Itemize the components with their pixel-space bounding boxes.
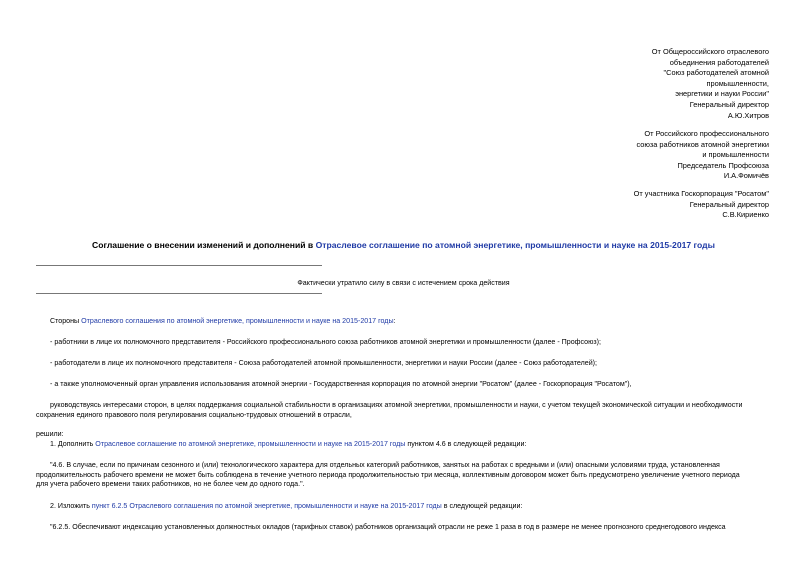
quote-line: "6.2.5. Обеспечивают индексацию установленных должностных окладов (тарифных ставок) работников организаций отрасли не реже 1 раза в год в размере не менее прогнозного среднегодового индекса <box>50 523 726 531</box>
item-1-suffix: пунктом 4.6 в следующей редакции: <box>405 440 527 448</box>
signatory-line: и промышленности <box>702 150 769 160</box>
signatory-line: От Общероссийского отраслевого <box>651 47 769 56</box>
parties-agreement-link[interactable]: Отраслевого соглашения по атомной энергетике, промышленности и науке на 2015-2017 годы <box>81 317 394 325</box>
guided-line: руководствуясь интересами сторон, в целях поддержания социальной стабильности в организациях атомной энергетики, промышленности и науки, с учетом текущей экономической ситуации и необходимости <box>50 401 743 409</box>
divider-bottom <box>36 293 322 294</box>
decided-label <box>36 430 769 440</box>
document-title <box>0 240 807 250</box>
signatory-line: А.Ю.Хитров <box>727 110 769 120</box>
quote-line: продолжительность рабочего времени не может быть соблюдена в течение учетного периода продолжительностью три месяца, коллективным договором может быть предусмотрено увеличение учетного периода <box>36 470 740 479</box>
item-2-suffix: в следующей редакции: <box>441 502 523 510</box>
signatory-line: От Российского профессионального <box>644 129 769 138</box>
party-employers <box>50 359 769 369</box>
signatory-line: промышленности, <box>706 78 769 88</box>
guided-line: сохранения единого правового поля регулирования социально-трудовых отношений в отрасли, <box>36 410 352 419</box>
signatory-line: Председатель Профсоюза <box>677 160 769 170</box>
quote-line: "4.6. В случае, если по причинам сезонного и (или) технологического характера для отдельных категорий работников, занятых на работах с вредными и (или) опасными условиями труда, установленная <box>50 461 720 469</box>
signatory-rosatom <box>634 189 769 221</box>
signatory-line: объединения работодателей <box>669 57 769 67</box>
signatory-line: Генеральный директор <box>689 199 769 209</box>
party-item-text: - работодатели в лице их полномочного представителя - Союза работодателей атомной промышленности, энергетики и науки России (далее - Союз работодателей); <box>50 359 597 367</box>
divider-top <box>36 265 322 266</box>
title-prefix: Соглашение о внесении изменений и дополнений в <box>92 240 316 250</box>
signatory-line: С.В.Кириенко <box>722 210 769 220</box>
status-note: Фактически утратило силу в связи с истечением срока действия <box>297 279 510 287</box>
signatory-employers <box>652 47 769 121</box>
parties-paragraph <box>50 317 769 327</box>
parties-suffix: : <box>393 317 396 325</box>
item-2-paragraph <box>50 502 769 512</box>
signatory-line: "Союз работодателей атомной <box>663 68 769 78</box>
signatory-line: Генеральный директор <box>689 99 769 109</box>
signatory-line: От участника Госкорпорация "Росатом" <box>633 189 769 198</box>
quote-4-6 <box>36 461 769 490</box>
item-2-prefix: 2. Изложить <box>50 502 92 510</box>
signatory-line: И.А.Фомичёв <box>723 171 769 181</box>
party-employees <box>50 338 769 348</box>
quote-line: для учета рабочего времени таких работников, но не более чем до одного года.". <box>36 480 305 489</box>
decided-text: решили: <box>36 430 64 438</box>
guided-paragraph <box>36 401 769 420</box>
signatory-line: союза работников атомной энергетики <box>636 139 769 149</box>
party-item-text: - работники в лице их полномочного представителя - Российского профессионального союза работников атомной энергетики и промышленности (далее - Профсоюз); <box>50 338 601 346</box>
item-1-paragraph <box>50 440 769 450</box>
item-2-clause-link[interactable]: пункт 6.2.5 Отраслевого соглашения по атомной энергетике, промышленности и науке на 2015-2017 годы <box>91 502 442 510</box>
item-1-prefix: 1. Дополнить <box>50 440 96 448</box>
title-agreement-link[interactable]: Отраслевое соглашение по атомной энергетике, промышленности и науке на 2015-2017 годы <box>315 240 715 250</box>
parties-prefix: Стороны <box>50 317 82 325</box>
party-authority <box>50 380 769 390</box>
signatory-union <box>636 129 769 182</box>
quote-6-2-5 <box>50 523 769 533</box>
signatory-line: энергетики и науки России" <box>675 89 769 99</box>
item-1-agreement-link[interactable]: Отраслевое соглашение по атомной энергетике, промышленности и науке на 2015-2017 годы <box>95 440 406 448</box>
party-item-text: - а также уполномоченный орган управления использования атомной энергии - Государственная корпорация по атомной энергии "Росатом" (далее - Госкорпорация "Росатом"), <box>50 380 632 388</box>
